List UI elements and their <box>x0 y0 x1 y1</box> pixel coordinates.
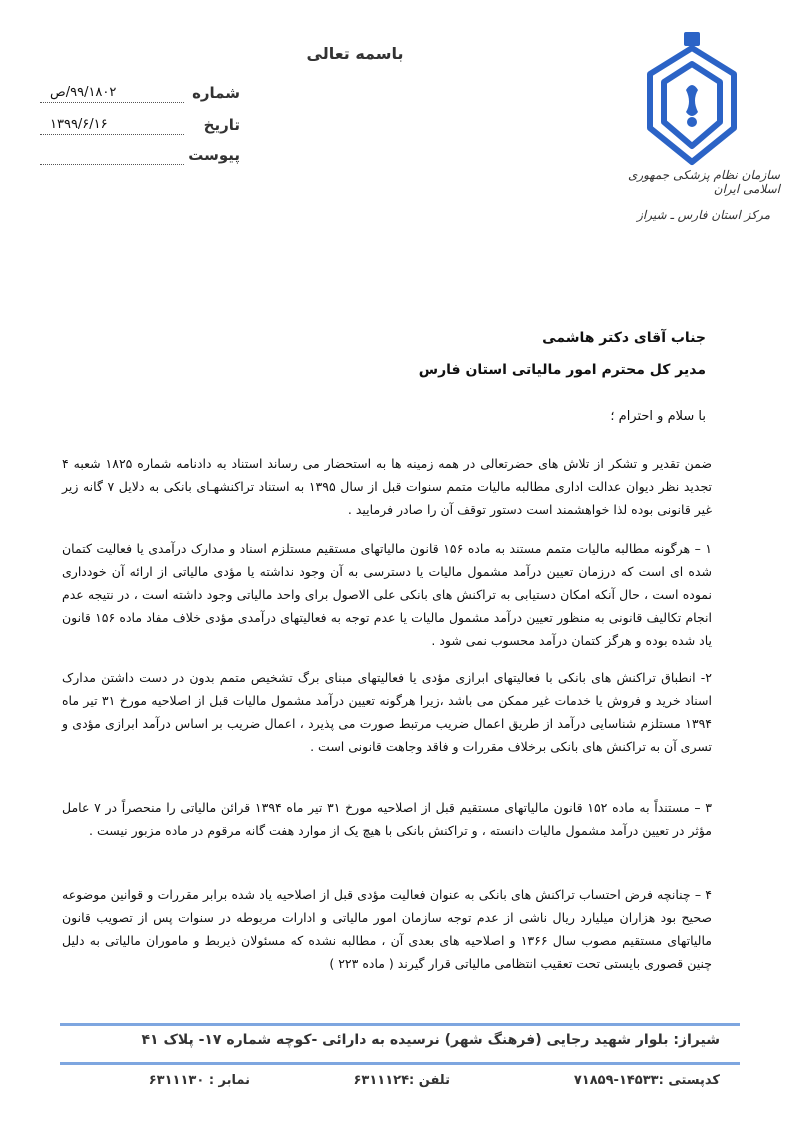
footer-divider-top <box>60 1023 740 1026</box>
footer-phone: تلفن :۶۳۱۱۱۲۴ <box>353 1073 450 1088</box>
attachment-value <box>40 146 184 165</box>
body-paragraph-1: ۱ – هرگونه مطالبه مالیات متمم مستند به ماده ۱۵۶ قانون مالیاتهای مستقیم مستلزم اسناد و مدارک درآمدی یا فعالیت کتمان شده ای است که درزمان تعیین درآمد مشمول مالیات یا دسترسی به آن وجود نداشته یا مؤدی مالیاتی از ارائه آن خودداری نموده است ، حال آنکه امکان دستیابی به تراکنش های بانکی علی الاصول برای واحد مالیاتی وجود داشته است ، در نتیجه عدم انجام تکالیف قانونی به منظور تعیین درآمد مشمول مالیات یا عدم توجه به فعالیتهای درآمدی مؤدی خلاف مفاد ماده ۱۵۶ قانون یاد شده بوده و هرگز کتمان درآمد محسوب نمی شود . <box>62 541 713 648</box>
footer-postal-code: کدپستی :۱۴۵۳۳-۷۱۸۵۹ <box>573 1073 720 1088</box>
medical-council-logo <box>622 30 762 180</box>
letter-attachment-row <box>40 146 240 170</box>
number-label: شماره <box>192 84 240 102</box>
footer-contact <box>80 1073 720 1097</box>
footer-fax: نمابر : ۶۳۱۱۱۳۰ <box>148 1073 250 1088</box>
body-paragraph-intro: ضمن تقدیر و تشکر از تلاش های حضرتعالی در همه زمینه ها به استحضار می رساند استناد به دادنامه شماره ۱۸۲۵ شعبه ۴ تجدید نظر دیوان عدالت اداری مطالبه مالیات متمم سنوات قبل از سال ۱۳۹۵ به استناد تراکنشهـای بانکی به دلایل ۷ گانه زیر غیر قانونی بوده لذا خواهشمند است دستور توقف آن را صادر فرمایید . <box>62 456 712 517</box>
greeting: با سلام و احترام ؛ <box>610 409 706 424</box>
addressee-name: جناب آقای دکتر هاشمی <box>542 330 706 346</box>
date-label: تاریخ <box>203 116 240 134</box>
letter-date-row <box>40 116 240 140</box>
number-value: ۹۹/۱۸۰۲/ص <box>40 84 184 103</box>
attachment-label: پیوست <box>188 146 240 164</box>
body-paragraph-2: ۲- انطباق تراکنش های بانکی با فعالیتهای ابرازی مؤدی یا فعالیتهای مبنای برگ تشخیص متمم بدون در دست داشتن مدارک اسناد خرید و فروش یا خدمات غیر ممکن می باشد ،زیرا هرگونه تعیین درآمد مشمول مالیات قبل از اصلاحیه مورخ ۳۱ تیر ماه ۱۳۹۴ مستلزم شناسایی درآمد از طریق اعمال ضریب مرتبط صورت می پذیرد ، اعمال ضریب بر اساس درآمد ابرازی مؤدی و تسری آن به تراکنش های بانکی برخلاف مقررات و فاقد وجاهت قانونی است . <box>62 670 712 754</box>
footer-address: شیراز: بلوار شهید رجایی (فرهنگ شهر) نرسیده به دارائی -کوچه شماره ۱۷- پلاک ۴۱ <box>141 1032 720 1048</box>
letter-number-row <box>40 84 240 108</box>
date-value: ۱۳۹۹/۶/۱۶ <box>40 116 184 135</box>
bismillah-heading: باسمه تعالی <box>306 44 404 63</box>
body-paragraph-4: ۴ – چنانچه فرض احتساب تراکنش های بانکی به عنوان فعالیت مؤدی قبل از اصلاحیه یاد شده برابر مقررات و قوانین موضوعه صحیح بود هزاران میلیارد ریال ناشی از عدم توجه سازمان امور مالیاتی و ادارات مربوطه در سنوات پس از تصویب قانون مالیاتهای مستقیم مصوب سال ۱۳۶۶ و اصلاحیه های بعدی آن ، مطالبه نشده که مسئولان ذیربط و ماموران مالیاتی به دلیل چنین قصوری بایستی تحت تعقیب انتظامی مالیاتی قرار گیرند ( ماده ۲۲۳ ) <box>62 887 712 971</box>
body-paragraph-3: ۳ – مستنداً به ماده ۱۵۲ قانون مالیاتهای مستقیم قبل از اصلاحیه مورخ ۳۱ تیر ماه ۱۳۹۴ قرائن مالیاتی را منحصراً در ۷ عامل مؤثر در تعیین درآمد مشمول مالیات دانسته ، و تراکنش بانکی با هیچ یک از موارد هفت گانه مرقوم در ماده مزبور نیست . <box>62 800 712 838</box>
footer-divider-bottom <box>60 1062 740 1065</box>
org-name: سازمان نظام پزشکی جمهوری اسلامی ایران <box>627 168 780 196</box>
addressee-title: مدیر کل محترم امور مالیاتی استان فارس <box>418 362 706 378</box>
org-branch: مرکز استان فارس ـ شیراز <box>637 208 770 222</box>
